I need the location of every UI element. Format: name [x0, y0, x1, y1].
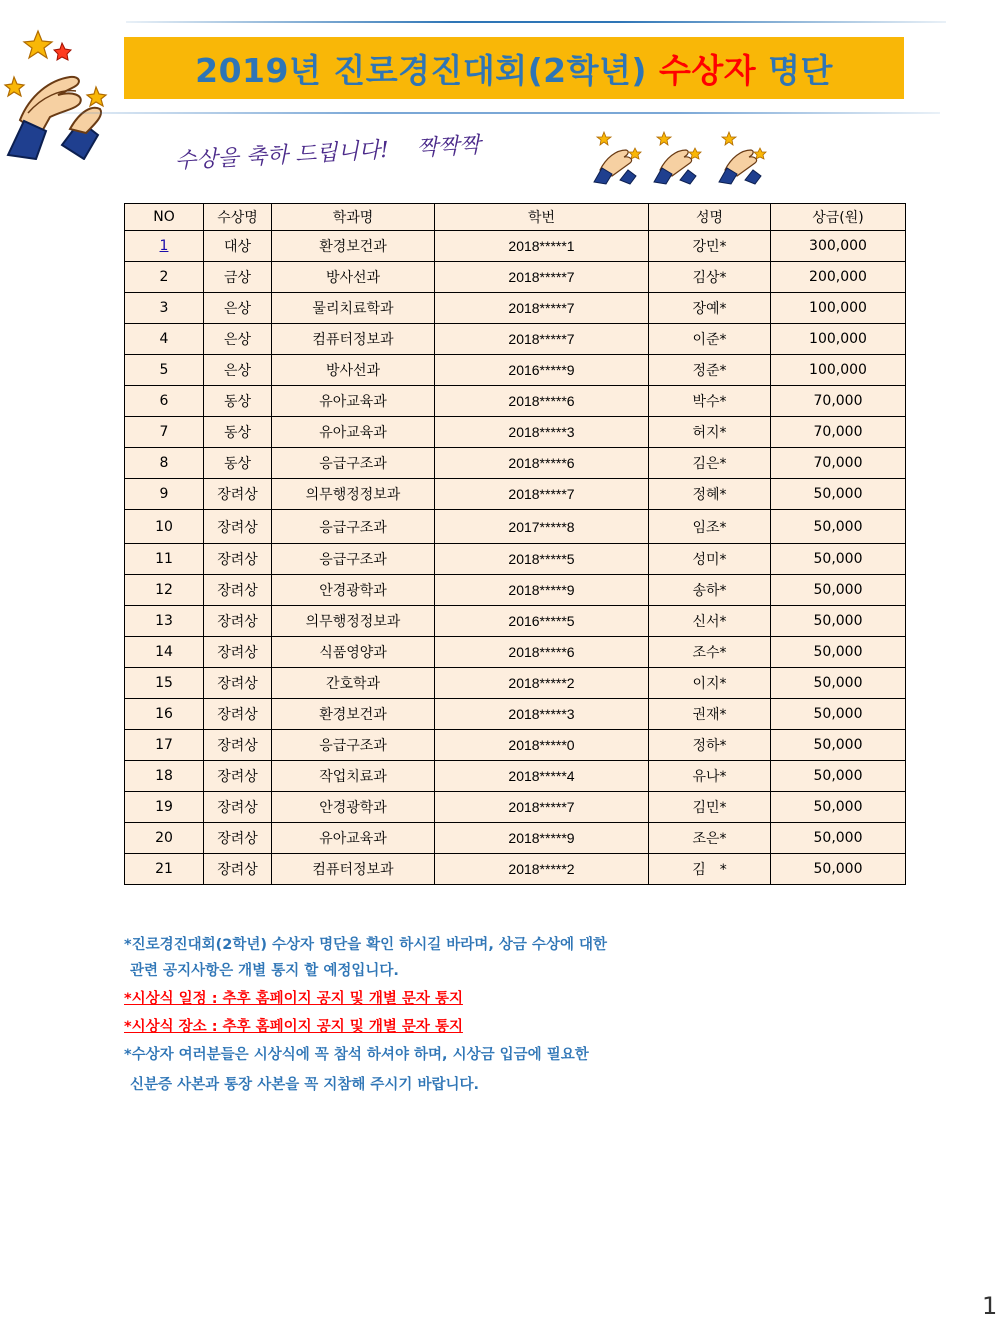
- cell-student-id: 2017*****8: [435, 510, 649, 544]
- title-rule: [60, 112, 940, 114]
- cell-name: 이준*: [649, 324, 771, 355]
- cell-name: 유나*: [649, 761, 771, 792]
- table-row: [125, 262, 906, 293]
- notes: [124, 932, 904, 1098]
- table-row: [125, 668, 906, 699]
- cell-no: 4: [125, 324, 204, 355]
- congrats-text: 수상을 축하 드립니다!: [174, 137, 390, 174]
- cell-no: 9: [125, 479, 204, 510]
- cell-no: 11: [125, 544, 204, 575]
- cell-student-id: 2018*****0: [435, 730, 649, 761]
- table-row: [125, 479, 906, 510]
- cell-award: 은상: [204, 293, 272, 324]
- cell-student-id: 2016*****5: [435, 606, 649, 637]
- cell-department: 방사선과: [272, 262, 435, 293]
- cell-student-id: 2018*****3: [435, 417, 649, 448]
- cell-name: 조수*: [649, 637, 771, 668]
- table-row: [125, 386, 906, 417]
- cell-department: 환경보건과: [272, 231, 435, 262]
- page-title: [124, 37, 904, 99]
- title-prefix: 2019년 진로경진대회(2학년): [195, 50, 659, 90]
- cell-student-id: 2018*****2: [435, 668, 649, 699]
- cell-award: 장려상: [204, 792, 272, 823]
- cell-name: 임조*: [649, 510, 771, 544]
- cell-no: 14: [125, 637, 204, 668]
- cell-name: 박수*: [649, 386, 771, 417]
- cell-prize: 50,000: [771, 668, 906, 699]
- table-row: [125, 637, 906, 668]
- cell-no: 15: [125, 668, 204, 699]
- cell-prize: 100,000: [771, 293, 906, 324]
- top-rule: [126, 21, 946, 23]
- cell-no: 12: [125, 575, 204, 606]
- cell-no: 10: [125, 510, 204, 544]
- cell-prize: 300,000: [771, 231, 906, 262]
- row-link[interactable]: 1: [159, 238, 169, 254]
- ceremony-place-note: *시상식 장소 : 추후 홈페이지 공지 및 개별 문자 통지: [124, 1019, 463, 1035]
- cell-award: 장려상: [204, 854, 272, 885]
- cell-department: 간호학과: [272, 668, 435, 699]
- awards-table: [124, 203, 906, 885]
- cell-student-id: 2018*****7: [435, 293, 649, 324]
- cell-prize: 50,000: [771, 479, 906, 510]
- cell-award: 장려상: [204, 606, 272, 637]
- cell-student-id: 2018*****6: [435, 448, 649, 479]
- table-row: [125, 730, 906, 761]
- clapping-hands-icon: [650, 130, 705, 185]
- table-row: [125, 355, 906, 386]
- cell-prize: 50,000: [771, 792, 906, 823]
- cell-name: 장예*: [649, 293, 771, 324]
- cell-no: 5: [125, 355, 204, 386]
- clapping-hands-icon: [590, 130, 645, 185]
- table-row: [125, 823, 906, 854]
- note-line: 관련 공지사항은 개별 통지 할 예정입니다.: [130, 963, 399, 979]
- cell-award: 장려상: [204, 823, 272, 854]
- congrats-message: [174, 128, 482, 184]
- title-highlight: 수상자: [658, 50, 757, 90]
- table-header-row: [125, 204, 906, 231]
- cell-no: 8: [125, 448, 204, 479]
- cell-student-id: 2018*****7: [435, 792, 649, 823]
- header-award: 수상명: [204, 204, 272, 231]
- cell-department: 작업치료과: [272, 761, 435, 792]
- ceremony-schedule-note: *시상식 일정 : 추후 홈페이지 공지 및 개별 문자 통지: [124, 991, 463, 1007]
- cell-no: 3: [125, 293, 204, 324]
- cell-no: 19: [125, 792, 204, 823]
- cell-award: 장려상: [204, 699, 272, 730]
- cell-prize: 50,000: [771, 699, 906, 730]
- cell-award: 장려상: [204, 668, 272, 699]
- cell-prize: 50,000: [771, 637, 906, 668]
- cell-no: 13: [125, 606, 204, 637]
- cell-award: 장려상: [204, 510, 272, 544]
- cell-no: 2: [125, 262, 204, 293]
- cell-prize: 50,000: [771, 761, 906, 792]
- cell-no: 7: [125, 417, 204, 448]
- table-row: [125, 231, 906, 262]
- cell-department: 응급구조과: [272, 448, 435, 479]
- cell-student-id: 2018*****9: [435, 823, 649, 854]
- cell-award: 장려상: [204, 479, 272, 510]
- cell-prize: 200,000: [771, 262, 906, 293]
- cell-department: 유아교육과: [272, 386, 435, 417]
- cell-student-id: 2018*****7: [435, 262, 649, 293]
- cell-department: 컴퓨터정보과: [272, 854, 435, 885]
- cell-department: 물리치료학과: [272, 293, 435, 324]
- header-department: 학과명: [272, 204, 435, 231]
- cell-name: 신서*: [649, 606, 771, 637]
- cell-name: 허지*: [649, 417, 771, 448]
- cell-award: 동상: [204, 417, 272, 448]
- cell-award: 장려상: [204, 761, 272, 792]
- table-row: [125, 761, 906, 792]
- cell-name: 성미*: [649, 544, 771, 575]
- cell-prize: 70,000: [771, 448, 906, 479]
- header-no: NO: [125, 204, 204, 231]
- cell-prize: 50,000: [771, 575, 906, 606]
- cell-prize: 70,000: [771, 417, 906, 448]
- cell-no: 6: [125, 386, 204, 417]
- note-line: 신분증 사본과 통장 사본을 꼭 지참해 주시기 바랍니다.: [130, 1077, 479, 1093]
- cell-no: [125, 231, 204, 262]
- cell-name: 정준*: [649, 355, 771, 386]
- cell-name: 조은*: [649, 823, 771, 854]
- table-row: [125, 544, 906, 575]
- cell-award: 장려상: [204, 730, 272, 761]
- table-row: [125, 699, 906, 730]
- cell-student-id: 2018*****2: [435, 854, 649, 885]
- cell-department: 환경보건과: [272, 699, 435, 730]
- header-student-id: 학번: [435, 204, 649, 231]
- cell-no: 17: [125, 730, 204, 761]
- cell-award: 동상: [204, 448, 272, 479]
- cell-award: 은상: [204, 324, 272, 355]
- cell-prize: 50,000: [771, 544, 906, 575]
- cell-prize: 100,000: [771, 324, 906, 355]
- cell-department: 안경광학과: [272, 575, 435, 606]
- cell-prize: 100,000: [771, 355, 906, 386]
- cell-name: 이지*: [649, 668, 771, 699]
- cell-department: 응급구조과: [272, 544, 435, 575]
- table-row: [125, 324, 906, 355]
- page-number: 1: [982, 1292, 998, 1320]
- clapping-hands-icon: [715, 130, 770, 185]
- cell-student-id: 2018*****7: [435, 479, 649, 510]
- table-row: [125, 575, 906, 606]
- clap-text: 짝짝짝: [416, 133, 482, 162]
- cell-student-id: 2016*****9: [435, 355, 649, 386]
- table-row: [125, 417, 906, 448]
- cell-no: 20: [125, 823, 204, 854]
- cell-student-id: 2018*****5: [435, 544, 649, 575]
- title-suffix: 명단: [756, 50, 833, 90]
- table-row: [125, 293, 906, 324]
- cell-award: 은상: [204, 355, 272, 386]
- cell-name: 김 *: [649, 854, 771, 885]
- cell-award: 대상: [204, 231, 272, 262]
- clapping-hands-icon: [0, 25, 115, 160]
- cell-award: 장려상: [204, 575, 272, 606]
- table-row: [125, 448, 906, 479]
- cell-student-id: 2018*****4: [435, 761, 649, 792]
- cell-student-id: 2018*****6: [435, 637, 649, 668]
- cell-prize: 50,000: [771, 854, 906, 885]
- cell-department: 응급구조과: [272, 510, 435, 544]
- cell-department: 유아교육과: [272, 823, 435, 854]
- cell-name: 강민*: [649, 231, 771, 262]
- cell-department: 안경광학과: [272, 792, 435, 823]
- cell-name: 권재*: [649, 699, 771, 730]
- header-name: 성명: [649, 204, 771, 231]
- cell-department: 의무행정정보과: [272, 479, 435, 510]
- header-prize: 상금(원): [771, 204, 906, 231]
- cell-department: 응급구조과: [272, 730, 435, 761]
- cell-department: 식품영양과: [272, 637, 435, 668]
- cell-prize: 50,000: [771, 730, 906, 761]
- cell-student-id: 2018*****1: [435, 231, 649, 262]
- cell-name: 정혜*: [649, 479, 771, 510]
- table-row: [125, 854, 906, 885]
- cell-department: 방사선과: [272, 355, 435, 386]
- note-line: *수상자 여러분들은 시상식에 꼭 참석 하셔야 하며, 시상금 입금에 필요한: [124, 1047, 589, 1063]
- cell-award: 동상: [204, 386, 272, 417]
- cell-name: 김민*: [649, 792, 771, 823]
- cell-prize: 50,000: [771, 606, 906, 637]
- cell-student-id: 2018*****6: [435, 386, 649, 417]
- cell-prize: 50,000: [771, 823, 906, 854]
- table-row: [125, 606, 906, 637]
- cell-student-id: 2018*****3: [435, 699, 649, 730]
- cell-prize: 50,000: [771, 510, 906, 544]
- cell-name: 김상*: [649, 262, 771, 293]
- table-row: [125, 510, 906, 544]
- cell-department: 유아교육과: [272, 417, 435, 448]
- table-row: [125, 792, 906, 823]
- cell-no: 21: [125, 854, 204, 885]
- cell-student-id: 2018*****9: [435, 575, 649, 606]
- cell-name: 김은*: [649, 448, 771, 479]
- cell-prize: 70,000: [771, 386, 906, 417]
- cell-department: 컴퓨터정보과: [272, 324, 435, 355]
- cell-award: 금상: [204, 262, 272, 293]
- note-line: *진로경진대회(2학년) 수상자 명단을 확인 하시길 바라며, 상금 수상에 대한: [124, 937, 608, 953]
- cell-award: 장려상: [204, 544, 272, 575]
- cell-no: 18: [125, 761, 204, 792]
- cell-name: 정하*: [649, 730, 771, 761]
- cell-student-id: 2018*****7: [435, 324, 649, 355]
- cell-name: 송하*: [649, 575, 771, 606]
- cell-award: 장려상: [204, 637, 272, 668]
- cell-no: 16: [125, 699, 204, 730]
- cell-department: 의무행정정보과: [272, 606, 435, 637]
